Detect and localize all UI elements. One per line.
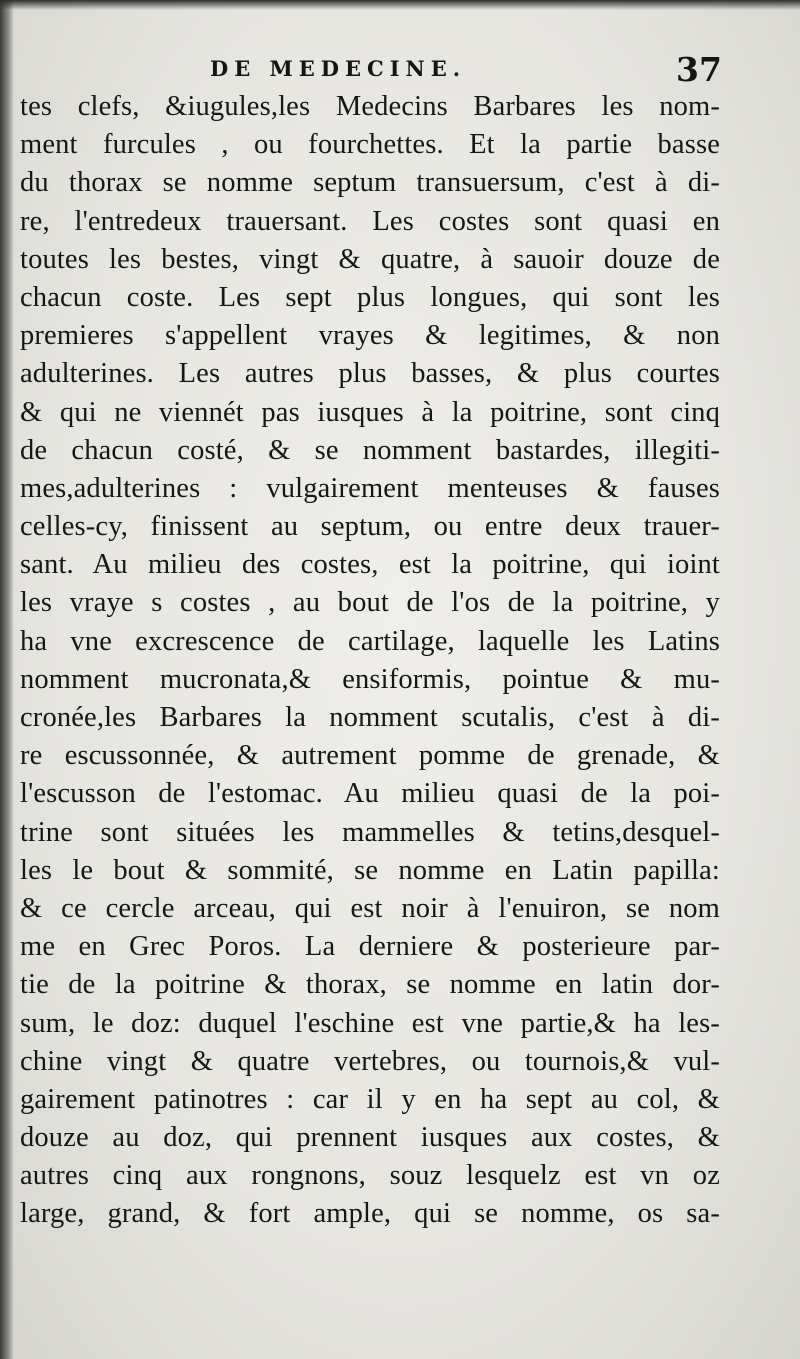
page-shadow-left: [0, 0, 14, 1359]
text-line: ha vne excrescence de cartilage, laquelle les Latins: [20, 625, 720, 657]
text-line: sum, le doz: duquel l'eschine est vne partie,& ha les-: [20, 1007, 720, 1039]
text-line: me en Grec Poros. La derniere & posterieure par-: [20, 931, 720, 963]
text-line: re, l'entredeux trauersant. Les costes sont quasi en: [20, 205, 720, 237]
text-line: l'escusson de l'estomac. Au milieu quasi de la poi-: [20, 778, 720, 810]
text-line: mes,adulterines : vulgairement menteuses & fauses: [20, 472, 720, 504]
text-line: celles-cy, finissent au septum, ou entre deux trauer-: [20, 511, 720, 543]
text-line: les le bout & sommité, se nomme en Latin papilla:: [20, 854, 720, 886]
text-line: de chacun costé, & se nomment bastardes, illegiti-: [20, 434, 720, 466]
text-line: & qui ne viennét pas iusques à la poitrine, sont cinq: [20, 396, 720, 428]
text-line: autres cinq aux rongnons, souz lesquelz est vn oz: [20, 1160, 720, 1192]
text-line: & ce cercle arceau, qui est noir à l'enuiron, se nom: [20, 892, 720, 924]
running-head: [0, 52, 800, 92]
page-shadow-top: [0, 0, 800, 10]
text-line: large, grand, & fort ample, qui se nomme, os sa-: [20, 1198, 720, 1230]
text-line: ment furcules , ou fourchettes. Et la partie basse: [20, 129, 720, 161]
text-line: nomment mucronata,& ensiformis, pointue & mu-: [20, 663, 720, 695]
text-line: adulterines. Les autres plus basses, & plus courtes: [20, 358, 720, 390]
body-text: [20, 88, 720, 1234]
text-line: toutes les bestes, vingt & quatre, à sauoir douze de: [20, 243, 720, 275]
text-line: cronée,les Barbares la nomment scutalis, c'est à di-: [20, 702, 720, 733]
text-line: les vraye s costes , au bout de l'os de la poitrine, y: [20, 587, 720, 619]
text-line: sant. Au milieu des costes, est la poitrine, qui ioint: [20, 549, 720, 581]
page-number: 37: [676, 50, 722, 89]
text-line: trine sont situées les mammelles & tetins,desquel-: [20, 816, 720, 848]
text-line: gairement patinotres : car il y en ha sept au col, &: [20, 1083, 720, 1115]
text-line: premieres s'appellent vrayes & legitimes, & non: [20, 320, 720, 352]
text-line: douze au doz, qui prennent iusques aux costes, &: [20, 1122, 720, 1154]
text-line: du thorax se nomme septum transuersum, c'est à di-: [20, 167, 720, 199]
text-line: chacun coste. Les sept plus longues, qui sont les: [20, 281, 720, 313]
text-line: re escussonnée, & autrement pomme de grenade, &: [20, 740, 720, 772]
running-head-title: DE MEDECINE.: [210, 56, 467, 81]
text-line: tes clefs, &iugules,les Medecins Barbares les nom-: [20, 91, 720, 122]
text-line: chine vingt & quatre vertebres, ou tournois,& vul-: [20, 1045, 720, 1077]
text-line: tie de la poitrine & thorax, se nomme en latin dor-: [20, 969, 720, 1001]
